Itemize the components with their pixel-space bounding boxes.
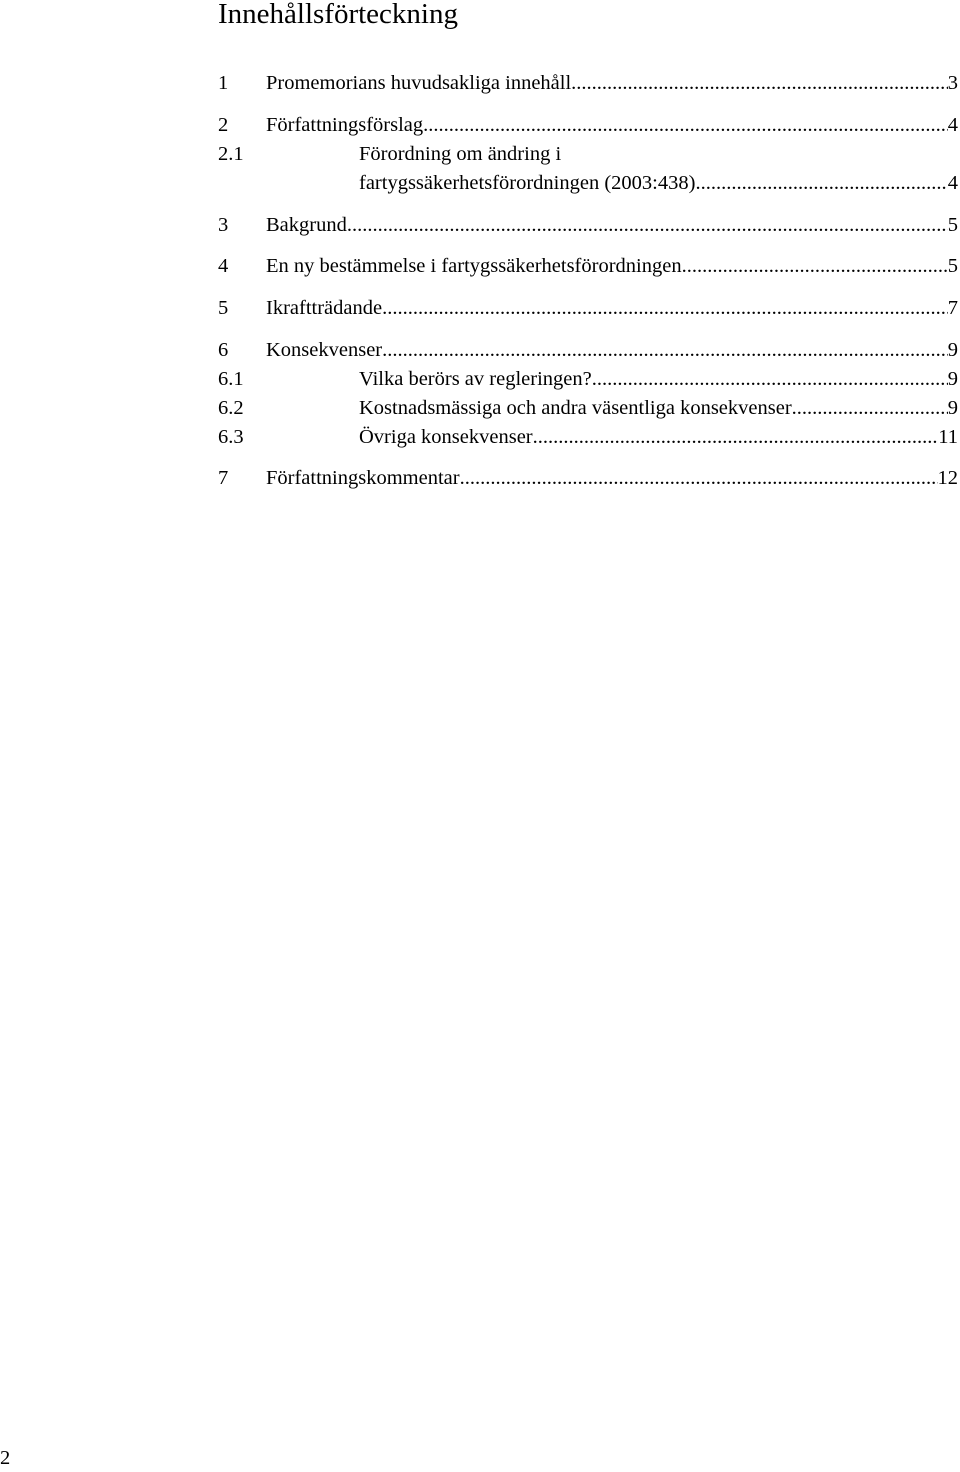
toc-entry-page: 5 xyxy=(947,214,958,236)
toc-entry-number: 3 xyxy=(218,214,229,236)
toc-entry-title: Konsekvenser xyxy=(266,339,383,361)
toc-entry-number: 1 xyxy=(218,72,229,94)
toc-entry-3[interactable] xyxy=(218,211,958,239)
toc-dot-leader xyxy=(682,252,948,280)
toc-entry-2-1[interactable] xyxy=(218,140,958,168)
toc-entry-page: 9 xyxy=(947,397,958,419)
toc-entry-page: 12 xyxy=(937,467,958,489)
toc-entry-number: 4 xyxy=(218,255,229,277)
toc-entry-title: Författningskommentar xyxy=(266,467,460,489)
toc-entry-title: Författningsförslag xyxy=(266,114,424,136)
toc-dot-leader xyxy=(347,211,948,239)
toc-entry-page: 4 xyxy=(947,114,958,136)
toc-entry-page: 11 xyxy=(938,426,958,448)
toc-dot-leader xyxy=(533,423,939,451)
toc-dot-leader xyxy=(592,365,948,393)
toc-entry-page: 9 xyxy=(947,368,958,390)
toc-entry-page: 9 xyxy=(947,339,958,361)
toc-dot-leader xyxy=(571,69,948,97)
toc-entry-number: 5 xyxy=(218,297,229,319)
toc-entry-number: 2 xyxy=(218,114,229,136)
toc-entry-title: Vilka berörs av regleringen? xyxy=(359,368,592,390)
toc-entry-page: 5 xyxy=(947,255,958,277)
toc-entry-number: 6.3 xyxy=(218,426,244,448)
toc-dot-leader xyxy=(460,464,938,492)
toc-entry-number: 2.1 xyxy=(218,143,244,165)
toc-entry-2[interactable] xyxy=(218,111,958,139)
toc-dot-leader xyxy=(423,111,948,139)
toc-dot-leader xyxy=(382,336,948,364)
toc-entry-7[interactable] xyxy=(218,464,958,492)
toc-entry-number: 7 xyxy=(218,467,229,489)
toc-dot-leader xyxy=(792,394,948,422)
toc-entry-title: En ny bestämmelse i fartygssäkerhetsförordningen xyxy=(266,255,682,277)
toc-entry-5[interactable] xyxy=(218,294,958,322)
toc-dot-leader xyxy=(695,169,947,197)
toc-entry-6-3[interactable] xyxy=(218,423,958,451)
toc-entry-title: Bakgrund xyxy=(266,214,347,236)
toc-entry-page: 4 xyxy=(947,172,958,194)
toc-entry-title: Ikraftträdande xyxy=(266,297,383,319)
toc-entry-number: 6.2 xyxy=(218,397,244,419)
toc-entry-2-1-continued[interactable] xyxy=(218,169,958,197)
toc-entry-6-2[interactable] xyxy=(218,394,958,422)
toc-entry-6[interactable] xyxy=(218,336,958,364)
toc-entry-title-line1: Förordning om ändring i xyxy=(359,143,562,165)
toc-entry-number: 6.1 xyxy=(218,368,244,390)
toc-entry-number: 6 xyxy=(218,339,229,361)
toc-entry-title: Kostnadsmässiga och andra väsentliga konsekvenser xyxy=(359,397,792,419)
page-number: 2 xyxy=(0,1447,11,1469)
toc-entry-1[interactable] xyxy=(218,69,958,97)
toc-entry-title: Promemorians huvudsakliga innehåll xyxy=(266,72,572,94)
toc-entry-title: Övriga konsekvenser xyxy=(359,426,533,448)
toc-dot-leader xyxy=(382,294,948,322)
page-title: Innehållsförteckning xyxy=(218,0,458,30)
toc-entry-title: fartygssäkerhetsförordningen (2003:438) xyxy=(359,172,696,194)
toc-entry-page: 7 xyxy=(947,297,958,319)
toc-entry-4[interactable] xyxy=(218,252,958,280)
toc-entry-6-1[interactable] xyxy=(218,365,958,393)
toc-entry-page: 3 xyxy=(947,72,958,94)
